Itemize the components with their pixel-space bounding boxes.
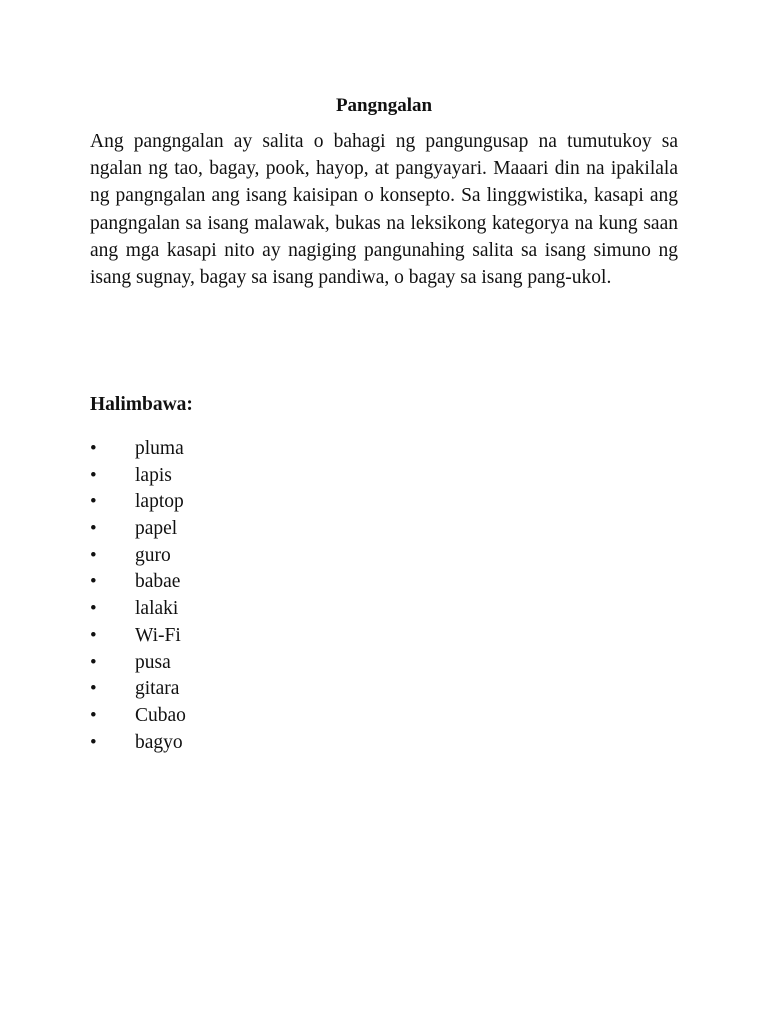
bullet-icon: • <box>90 624 97 646</box>
bullet-icon: • <box>90 438 97 459</box>
bullet-icon: • <box>90 704 97 726</box>
examples-heading: Halimbawa: <box>90 394 193 415</box>
bullet-icon: • <box>90 651 97 673</box>
bullet-icon: • <box>90 544 97 566</box>
example-label: Wi-Fi <box>135 624 181 646</box>
example-label: babae <box>135 571 181 593</box>
page-title: Pangngalan <box>335 95 433 116</box>
example-label: gitara <box>135 678 180 700</box>
bullet-icon: • <box>90 598 97 620</box>
example-label: pusa <box>135 651 171 673</box>
example-label: Cubao <box>135 704 186 726</box>
bullet-icon: • <box>90 731 97 753</box>
example-label: bagyo <box>135 731 183 753</box>
bullet-icon: • <box>90 678 97 700</box>
example-label: papel <box>135 518 178 540</box>
example-label: laptop <box>135 491 184 513</box>
bullet-icon: • <box>90 491 97 513</box>
bullet-icon: • <box>90 464 97 486</box>
definition-paragraph: Ang pangngalan ay salita o bahagi ng pangungusap na tumutukoy sa ngalan ng tao, bagay, pook, hayop, at pangyayari. Maaari din na ipakilala ng pangngalan ang isang kaisipan o konsepto. Sa linggwistika, kasapi ang pangngalan sa isang malawak, bukas na leksikong kategorya na kung saan ang mga kasapi nito ay nagiging pangunahing salita sa isang simuno ng isang sugnay, bagay sa isang pandiwa, o bagay sa isang pang-ukol. <box>90 131 678 289</box>
bullet-icon: • <box>90 518 97 540</box>
example-label: lalaki <box>135 598 179 620</box>
example-label: pluma <box>135 438 184 459</box>
bullet-icon: • <box>90 571 97 593</box>
example-label: lapis <box>135 464 172 486</box>
example-label: guro <box>135 544 171 566</box>
